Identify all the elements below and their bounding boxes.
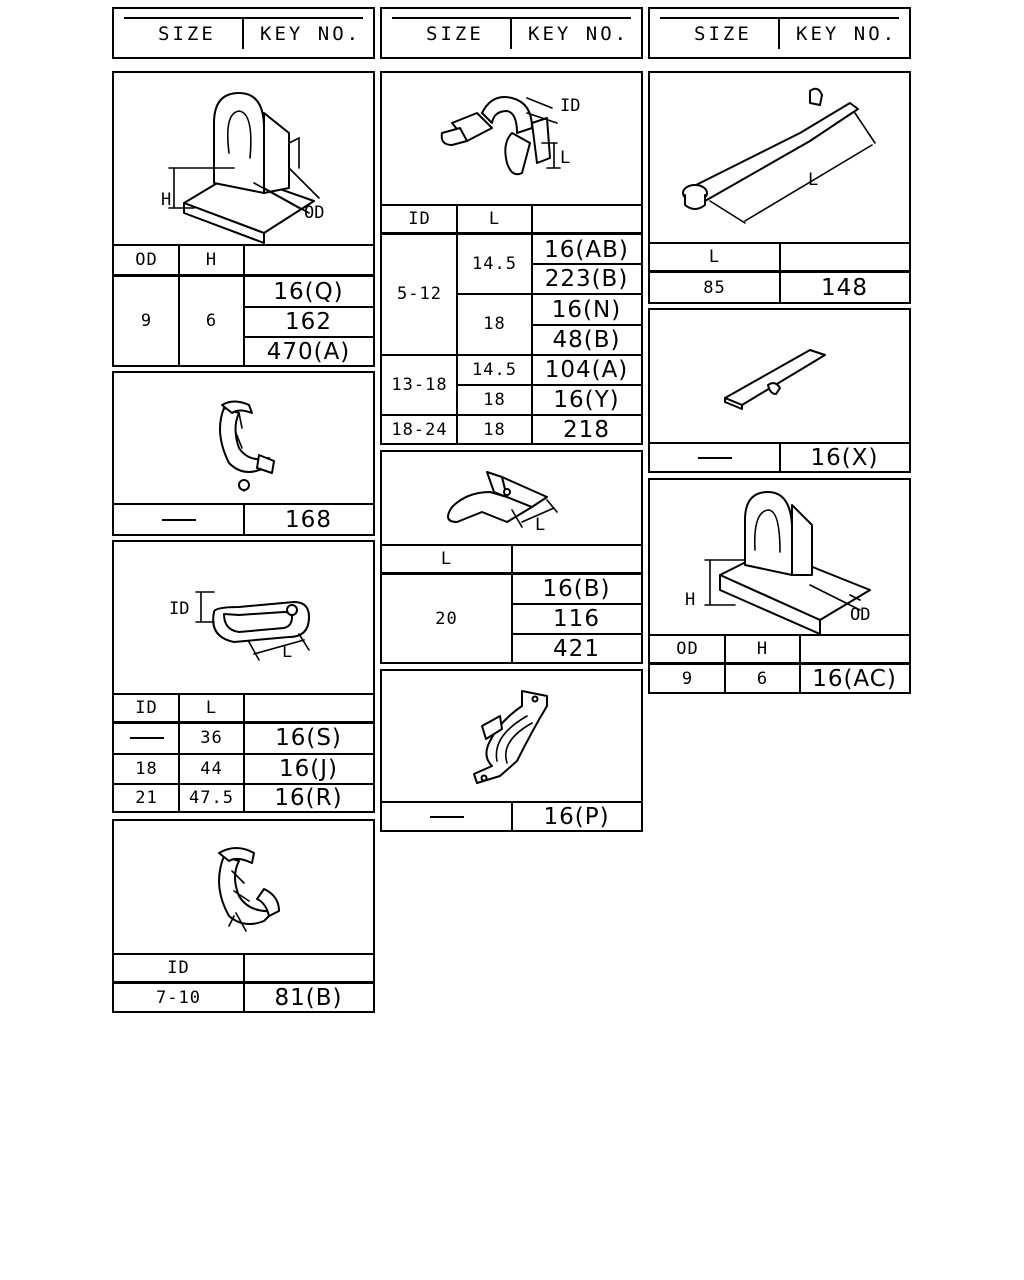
dim-label-id: ID [169, 599, 190, 619]
part-panel-band-clip [112, 540, 375, 813]
key-number: 16(AC) [812, 665, 897, 692]
col-header-id: ID [408, 209, 431, 229]
key-number: 16(Q) [273, 279, 344, 305]
key-number: 81(B) [274, 984, 343, 1011]
value-od: 9 [140, 311, 153, 331]
col-header-l: L [440, 549, 453, 569]
part-panel-push-clip-large [648, 478, 911, 694]
part-panel-clip-168 [112, 371, 375, 536]
size-value [114, 505, 243, 534]
retainer-illustration [382, 452, 641, 544]
band-clip-illustration [114, 542, 373, 693]
value-l: 85 [703, 277, 726, 298]
key-number: 218 [563, 416, 610, 443]
header-key-label: KEY NO. [260, 23, 362, 45]
no-size-dash [162, 519, 196, 521]
key-number: 16(R) [274, 785, 343, 811]
key-number: 16(AB) [544, 236, 629, 263]
value-l: 44 [200, 759, 223, 779]
no-size-dash [698, 457, 732, 459]
value-l: 14.5 [472, 254, 517, 274]
col-header-id: ID [167, 958, 190, 978]
col-header-od: OD [676, 639, 699, 659]
value-id: 21 [135, 788, 158, 808]
dim-label-l: L [560, 148, 571, 168]
value-l: 20 [435, 608, 458, 629]
key-number: 470(A) [266, 338, 351, 365]
part-panel-hose-clamp [380, 71, 643, 445]
part-panel-strap [648, 71, 911, 304]
push-clip-illustration [650, 480, 909, 634]
strap-illustration [650, 73, 909, 242]
col-header-h: H [205, 250, 218, 270]
push-clip-illustration [114, 73, 373, 244]
dim-label-l: L [808, 170, 819, 190]
header-key-label: KEY NO. [528, 23, 630, 45]
size-value [650, 444, 779, 471]
key-number: 104(A) [544, 357, 629, 383]
value-l: 18 [483, 390, 506, 410]
value-id: 5-12 [397, 284, 442, 304]
value-l: 36 [200, 728, 223, 748]
header-size-label: SIZE [694, 23, 752, 45]
key-number: 421 [553, 635, 600, 662]
no-size-dash [130, 737, 164, 739]
key-number: 16(P) [543, 803, 610, 830]
value-id: 18-24 [391, 419, 448, 440]
hose-clamp-illustration [382, 73, 641, 204]
column-header-3 [648, 7, 911, 59]
key-number: 16(J) [279, 756, 338, 782]
dim-label-od: OD [850, 605, 871, 625]
value-id [114, 724, 179, 752]
dim-label-id: ID [560, 96, 581, 116]
dim-label-l: L [535, 515, 546, 535]
key-number: 16(Y) [553, 387, 620, 413]
key-number: 116 [553, 606, 600, 632]
col-header-od: OD [135, 250, 158, 270]
column-header-1 [112, 7, 375, 59]
value-l: 14.5 [472, 360, 517, 380]
col-header-id: ID [135, 698, 158, 718]
value-l: 18 [483, 419, 506, 440]
dim-label-od: OD [304, 203, 325, 223]
header-size-label: SIZE [426, 23, 484, 45]
key-number: 16(S) [275, 725, 342, 751]
col-header-l: L [205, 698, 218, 718]
key-number: 168 [285, 506, 332, 533]
value-h: 6 [205, 311, 218, 331]
key-number: 16(B) [542, 576, 611, 602]
part-panel-clip-81b [112, 819, 375, 1013]
dim-label-l: L [282, 642, 293, 662]
key-number: 16(N) [551, 296, 622, 323]
value-h: 6 [756, 668, 769, 689]
dim-label-h: H [161, 190, 172, 210]
col-header-h: H [756, 639, 769, 659]
dim-label-h: H [685, 590, 696, 610]
value-id: 13-18 [391, 375, 448, 395]
col-header-l: L [488, 209, 501, 229]
header-key-label: KEY NO. [796, 23, 898, 45]
key-number: 148 [821, 274, 868, 301]
value-l: 47.5 [189, 788, 234, 808]
no-size-dash [430, 816, 464, 818]
value-od: 9 [681, 668, 694, 689]
key-number: 48(B) [552, 326, 621, 353]
value-l: 18 [483, 314, 506, 334]
key-number: 223(B) [544, 266, 629, 292]
clip-illustration [114, 821, 373, 953]
part-panel-flat-clip [648, 308, 911, 473]
bracket-illustration [382, 671, 641, 801]
value-id: 18 [135, 759, 158, 779]
part-panel-push-clip [112, 71, 375, 367]
part-panel-bracket [380, 669, 643, 832]
clip-illustration [114, 373, 373, 503]
col-header-l: L [708, 247, 721, 267]
flat-clip-illustration [650, 310, 909, 442]
header-size-label: SIZE [158, 23, 216, 45]
part-panel-retainer [380, 450, 643, 664]
column-header-2 [380, 7, 643, 59]
key-number: 16(X) [810, 444, 879, 471]
size-value [382, 803, 511, 830]
key-number: 162 [285, 309, 332, 335]
value-id: 7-10 [156, 987, 201, 1008]
